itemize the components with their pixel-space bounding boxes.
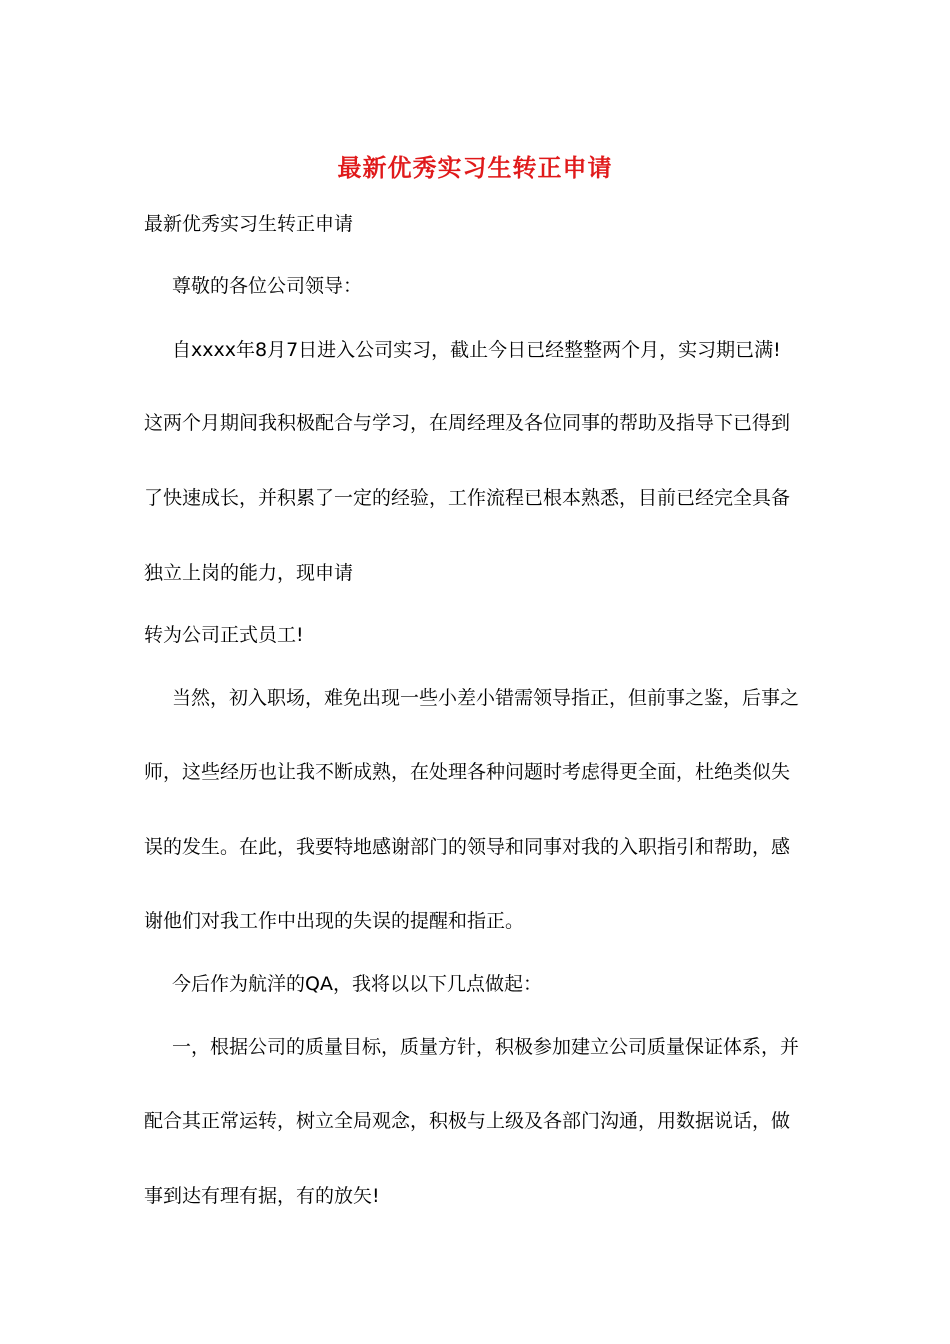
paragraph-line: 这两个月期间我积极配合与学习，在周经理及各位同事的帮助及指导下已得到 [144,412,791,434]
salutation-line: 尊敬的各位公司领导： [172,275,363,297]
paragraph-line: 谢他们对我工作中出现的失误的提醒和指正。 [144,910,525,932]
paragraph-line: 误的发生。在此，我要特地感谢部门的领导和同事对我的入职指引和帮助，感 [144,836,791,858]
document-subtitle: 最新优秀实习生转正申请 [144,213,354,235]
paragraph-line: 自xxxx年8月7日进入公司实习，截止今日已经整整两个月，实习期已满! [172,339,781,361]
paragraph-line: 一，根据公司的质量目标，质量方针，积极参加建立公司质量保证体系，并 [172,1036,800,1058]
paragraph-line: 独立上岗的能力，现申请 [144,562,354,584]
paragraph-line: 师，这些经历也让我不断成熟，在处理各种问题时考虑得更全面，杜绝类似失 [144,761,791,783]
paragraph-line: 配合其正常运转，树立全局观念，积极与上级及各部门沟通，用数据说话，做 [144,1110,791,1132]
document-title: 最新优秀实习生转正申请 [337,153,613,182]
paragraph-line: 转为公司正式员工! [144,624,304,646]
paragraph-line: 了快速成长，并积累了一定的经验，工作流程已根本熟悉，目前已经完全具备 [144,487,791,509]
paragraph-line: 当然，初入职场，难免出现一些小差小错需领导指正，但前事之鉴，后事之 [172,687,800,709]
paragraph-line: 今后作为航洋的QA，我将以以下几点做起： [172,973,542,995]
paragraph-line: 事到达有理有据，有的放矢! [144,1185,380,1207]
